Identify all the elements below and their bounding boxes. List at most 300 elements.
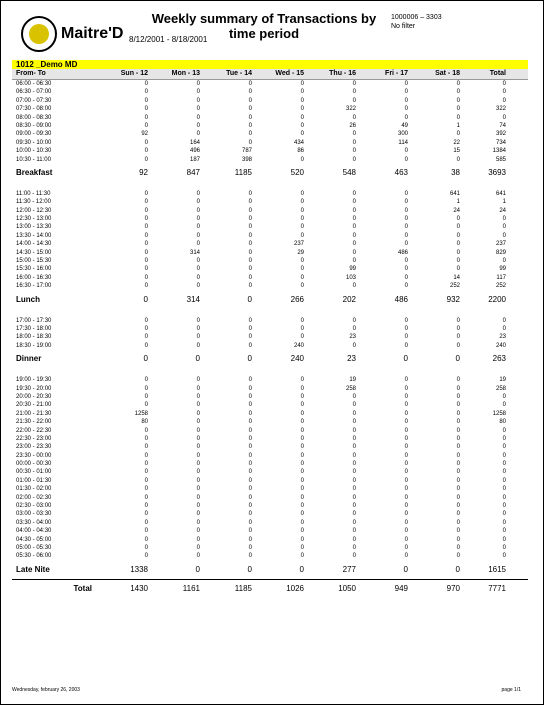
row-label: 01:00 - 01:30 [16,477,52,484]
cell-value: 0 [248,131,252,138]
subtotal-row [12,291,528,309]
cell-value: 0 [300,410,304,417]
cell-value: 0 [196,122,200,129]
cell-value: 1615 [488,564,506,574]
cell-value: 0 [456,317,460,324]
row-label: 05:30 - 06:00 [16,553,52,560]
cell-value: 0 [502,81,506,87]
cell-value: 0 [144,494,148,501]
cell-value: 0 [352,156,356,163]
table-row [12,443,528,451]
cell-value: 0 [456,461,460,468]
table-row [12,494,528,502]
column-header: Sun - 12 [120,70,148,77]
table-row [12,114,528,122]
table-row [12,147,528,155]
cell-value: 0 [404,241,408,248]
maitred-logo-icon [21,16,57,52]
cell-value: 486 [397,249,408,256]
table-row [12,536,528,544]
cell-value: 0 [456,89,460,96]
cell-value: 0 [403,354,408,364]
cell-value: 277 [342,564,356,574]
table-row [12,105,528,113]
cell-value: 0 [456,477,460,484]
cell-value: 0 [300,258,304,265]
table-row [12,122,528,130]
cell-value: 0 [247,294,252,304]
cell-value: 0 [352,461,356,468]
transactions-table [12,69,528,598]
cell-value: 0 [196,536,200,543]
cell-value: 164 [189,139,200,146]
row-label: 07:30 - 08:00 [16,106,52,113]
cell-value: 0 [502,553,506,560]
row-label: 19:00 - 19:30 [16,377,52,384]
cell-value: 0 [404,536,408,543]
cell-value: 0 [196,258,200,265]
cell-value: 0 [404,207,408,214]
column-header: Fri - 17 [385,70,408,77]
cell-value: 0 [456,503,460,510]
cell-value: 0 [456,544,460,551]
row-label: 01:30 - 02:00 [16,486,52,493]
cell-value: 0 [456,435,460,442]
cell-value: 0 [196,553,200,560]
column-header: Mon - 13 [171,70,200,77]
cell-value: 0 [352,511,356,518]
table-row [12,139,528,147]
section-spacer [12,182,528,190]
cell-value: 0 [248,232,252,239]
cell-value: 1185 [234,583,252,593]
cell-value: 0 [352,317,356,324]
cell-value: 0 [248,249,252,256]
row-label: 06:30 - 07:00 [16,89,52,96]
cell-value: 0 [300,419,304,426]
row-label: 03:30 - 04:00 [16,519,52,526]
cell-value: 22 [453,139,460,146]
cell-value: 1258 [134,410,148,417]
cell-value: 0 [143,354,148,364]
cell-value: 0 [248,410,252,417]
cell-value: 24 [499,207,506,214]
cell-value: 0 [404,224,408,231]
cell-value: 0 [196,402,200,409]
cell-value: 0 [404,419,408,426]
cell-value: 0 [248,342,252,349]
row-label: 21:30 - 22:00 [16,419,52,426]
cell-value: 0 [352,114,356,121]
cell-value: 0 [248,402,252,409]
cell-value: 0 [456,419,460,426]
cell-value: 0 [300,477,304,484]
cell-value: 0 [456,427,460,434]
cell-value: 0 [502,258,506,265]
table-row [12,325,528,333]
cell-value: 0 [456,393,460,400]
cell-value: 0 [352,528,356,535]
cell-value: 322 [345,106,356,113]
cell-value: 0 [404,89,408,96]
table-row [12,257,528,265]
cell-value: 0 [144,274,148,281]
table-row [12,460,528,468]
cell-value: 0 [352,477,356,484]
cell-value: 0 [456,81,460,87]
cell-value: 0 [248,419,252,426]
cell-value: 0 [144,444,148,451]
cell-value: 0 [144,519,148,526]
cell-value: 0 [502,494,506,501]
cell-value: 0 [144,461,148,468]
cell-value: 949 [394,583,408,593]
cell-value: 0 [144,216,148,223]
cell-value: 0 [247,354,252,364]
footer-page: page 1/1 [501,687,521,693]
cell-value: 0 [352,427,356,434]
cell-value: 0 [144,258,148,265]
cell-value: 0 [144,402,148,409]
table-row [12,401,528,409]
report-title: Weekly summary of Transactions by time period [151,11,377,41]
cell-value: 1430 [130,583,148,593]
cell-value: 0 [300,444,304,451]
section-spacer [12,368,528,376]
cell-value: 1026 [286,583,304,593]
cell-value: 0 [352,503,356,510]
table-row [12,282,528,290]
cell-value: 0 [502,317,506,324]
cell-value: 0 [196,444,200,451]
table-row [12,468,528,476]
row-label: 17:30 - 18:00 [16,325,52,332]
cell-value: 0 [456,232,460,239]
cell-value: 0 [196,511,200,518]
row-label: 14:30 - 15:00 [16,249,52,256]
cell-value: 0 [352,419,356,426]
table-row [12,190,528,198]
cell-value: 0 [144,190,148,197]
table-row [12,552,528,560]
cell-value: 0 [352,232,356,239]
cell-value: 202 [342,294,356,304]
cell-value: 0 [455,354,460,364]
table-row [12,519,528,527]
cell-value: 0 [196,224,200,231]
cell-value: 0 [404,435,408,442]
table-row [12,88,528,96]
cell-value: 0 [352,207,356,214]
cell-value: 0 [404,511,408,518]
cell-value: 398 [241,156,252,163]
row-label: 09:30 - 10:00 [16,139,52,146]
cell-value: 0 [196,89,200,96]
cell-value: 0 [247,564,252,574]
cell-value: 0 [404,232,408,239]
cell-value: 0 [144,122,148,129]
cell-value: 0 [248,122,252,129]
column-header: From- To [16,70,46,77]
cell-value: 0 [248,519,252,526]
cell-value: 0 [196,503,200,510]
cell-value: 0 [456,97,460,104]
row-label: 12:30 - 13:00 [16,216,52,223]
cell-value: 0 [300,385,304,392]
cell-value: 0 [456,511,460,518]
row-label: 09:00 - 09:30 [16,131,52,138]
cell-value: 0 [144,544,148,551]
cell-value: 0 [502,97,506,104]
table-row [12,418,528,426]
cell-value: 0 [196,81,200,87]
cell-value: 0 [144,486,148,493]
cell-value: 0 [456,444,460,451]
cell-value: 0 [196,385,200,392]
cell-value: 263 [492,354,506,364]
cell-value: 0 [196,393,200,400]
cell-value: 0 [248,377,252,384]
cell-value: 0 [404,385,408,392]
cell-value: 1384 [492,148,506,155]
cell-value: 0 [144,452,148,459]
cell-value: 0 [300,469,304,476]
cell-value: 0 [502,469,506,476]
cell-value: 0 [404,494,408,501]
row-label: 13:00 - 13:30 [16,224,52,231]
cell-value: 0 [352,452,356,459]
cell-value: 0 [300,334,304,341]
row-label: 11:30 - 12:00 [16,199,51,206]
column-header: Sat - 18 [435,70,460,77]
column-header: Total [489,70,506,77]
cell-value: 0 [144,89,148,96]
cell-value: 80 [141,419,148,426]
cell-value: 240 [495,342,506,349]
row-label: 00:30 - 01:00 [16,469,52,476]
cell-value: 0 [404,528,408,535]
cell-value: 0 [352,393,356,400]
cell-value: 0 [144,342,148,349]
cell-value: 0 [300,494,304,501]
cell-value: 237 [293,241,304,248]
row-label: 08:30 - 09:00 [16,122,52,129]
cell-value: 0 [300,216,304,223]
cell-value: 0 [300,427,304,434]
cell-value: 0 [300,131,304,138]
cell-value: 0 [300,402,304,409]
cell-value: 0 [403,564,408,574]
cell-value: 0 [196,419,200,426]
cell-value: 0 [404,452,408,459]
cell-value: 0 [196,232,200,239]
row-label: 18:00 - 18:30 [16,334,52,341]
cell-value: 0 [300,283,304,290]
cell-value: 0 [456,334,460,341]
cell-value: 0 [404,317,408,324]
cell-value: 1161 [182,583,200,593]
table-row [12,544,528,552]
row-label: 16:00 - 16:30 [16,274,52,281]
row-label: 11:00 - 11:30 [16,190,51,197]
cell-value: 0 [300,81,304,87]
cell-value: 0 [456,258,460,265]
cell-value: 0 [404,97,408,104]
grand-total-row [12,579,528,598]
cell-value: 0 [456,224,460,231]
row-label: 15:30 - 16:00 [16,266,52,273]
table-row [12,240,528,248]
cell-value: 0 [144,334,148,341]
cell-value: 970 [446,583,460,593]
table-row [12,265,528,273]
subtotal-row [12,164,528,182]
cell-value: 0 [144,199,148,206]
cell-value: 0 [404,81,408,87]
table-row [12,156,528,164]
cell-value: 23 [347,354,356,364]
subtotal-row [12,561,528,579]
cell-value: 0 [352,224,356,231]
cell-value: 0 [456,452,460,459]
cell-value: 0 [352,469,356,476]
cell-value: 0 [196,452,200,459]
cell-value: 258 [495,385,506,392]
cell-value: 0 [352,519,356,526]
table-row [12,452,528,460]
row-label: 20:00 - 20:30 [16,393,52,400]
cell-value: 0 [502,444,506,451]
cell-value: 74 [499,122,506,129]
cell-value: 187 [189,156,200,163]
cell-value: 0 [195,564,200,574]
table-header [12,69,528,80]
cell-value: 0 [248,199,252,206]
row-label: 10:00 - 10:30 [16,148,52,155]
cell-value: 0 [352,148,356,155]
cell-value: 829 [495,249,506,256]
cell-value: 0 [196,461,200,468]
cell-value: 0 [300,199,304,206]
cell-value: 92 [139,167,148,177]
cell-value: 0 [352,444,356,451]
cell-value: 0 [404,274,408,281]
cell-value: 0 [248,435,252,442]
cell-value: 0 [248,97,252,104]
cell-value: 0 [300,452,304,459]
table-row [12,376,528,384]
table-row [12,317,528,325]
cell-value: 0 [352,97,356,104]
cell-value: 0 [404,325,408,332]
cell-value: 0 [300,122,304,129]
report-meta [391,13,442,31]
cell-value: 14 [453,274,460,281]
cell-value: 0 [248,325,252,332]
row-label: 22:30 - 23:00 [16,435,52,442]
cell-value: 0 [196,519,200,526]
row-label: 19:30 - 20:00 [16,385,52,392]
cell-value: 1185 [234,167,252,177]
cell-value: 0 [196,410,200,417]
cell-value: 0 [300,486,304,493]
cell-value: 0 [300,377,304,384]
cell-value: 0 [404,444,408,451]
cell-value: 0 [404,486,408,493]
cell-value: 0 [502,435,506,442]
cell-value: 0 [196,114,200,121]
cell-value: 0 [144,148,148,155]
table-row [12,207,528,215]
cell-value: 0 [196,427,200,434]
cell-value: 463 [394,167,408,177]
cell-value: 0 [196,207,200,214]
cell-value: 0 [144,241,148,248]
cell-value: 0 [456,156,460,163]
cell-value: 0 [248,334,252,341]
row-label: 23:30 - 00:00 [16,452,52,459]
cell-value: 734 [495,139,506,146]
row-label: 16:30 - 17:00 [16,283,52,290]
row-label: 03:00 - 03:30 [16,511,52,518]
cell-value: 0 [300,393,304,400]
cell-value: 0 [404,410,408,417]
cell-value: 0 [196,486,200,493]
cell-value: 0 [196,283,200,290]
cell-value: 0 [352,190,356,197]
brand-name: Maitre'D [61,25,124,42]
table-row [12,232,528,240]
table-row [12,485,528,493]
cell-value: 0 [248,477,252,484]
cell-value: 0 [144,477,148,484]
cell-value: 0 [196,377,200,384]
cell-value: 0 [404,106,408,113]
row-label: 04:30 - 05:00 [16,536,52,543]
cell-value: 0 [352,89,356,96]
cell-value: 0 [196,266,200,273]
cell-value: 787 [241,148,252,155]
cell-value: 0 [352,494,356,501]
cell-value: 0 [144,283,148,290]
cell-value: 585 [495,156,506,163]
cell-value: 0 [404,148,408,155]
table-row [12,97,528,105]
cell-value: 0 [502,232,506,239]
cell-value: 0 [248,114,252,121]
row-label: 22:00 - 22:30 [16,427,52,434]
cell-value: 23 [349,334,356,341]
cell-value: 0 [352,216,356,223]
cell-value: 0 [144,553,148,560]
row-label: Breakfast [16,167,53,177]
row-label: Dinner [16,354,42,364]
cell-value: 38 [451,167,460,177]
cell-value: 0 [248,274,252,281]
cell-value: 0 [404,258,408,265]
cell-value: 434 [293,139,304,146]
cell-value: 0 [300,435,304,442]
row-label: 00:00 - 00:30 [16,461,52,468]
cell-value: 0 [456,469,460,476]
cell-value: 641 [449,190,460,197]
row-label: Late Nite [16,564,50,574]
cell-value: 0 [404,334,408,341]
cell-value: 266 [290,294,304,304]
cell-value: 0 [248,503,252,510]
cell-value: 23 [499,334,506,341]
column-header: Thu - 16 [329,70,356,77]
